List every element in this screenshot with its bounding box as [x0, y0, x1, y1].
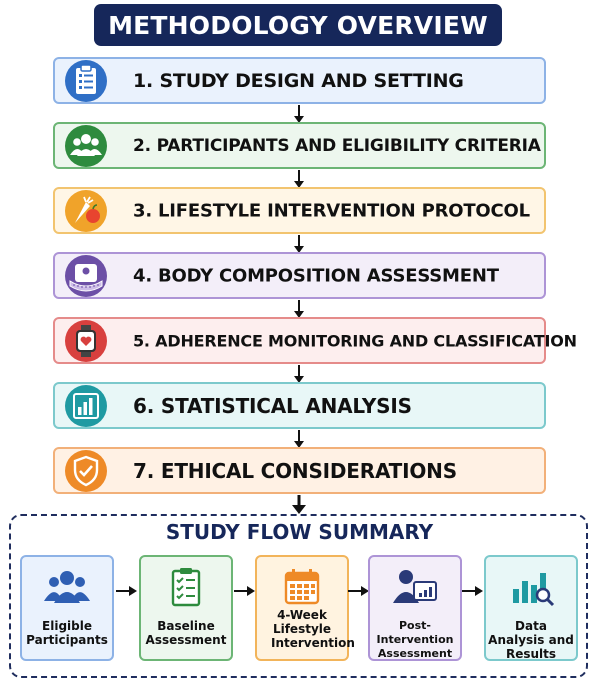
card-label: 4-Week Lifestyle Intervention [271, 608, 355, 650]
arrow-right-icon [462, 585, 484, 597]
scale-tape-icon [65, 255, 107, 297]
step-label: 3. LIFESTYLE INTERVENTION PROTOCOL [133, 200, 530, 221]
card-post-intervention [368, 555, 462, 661]
people-group-icon [22, 565, 112, 609]
step-label: 1. STUDY DESIGN AND SETTING [133, 69, 464, 92]
summary-title: STUDY FLOW SUMMARY [165, 520, 434, 544]
checklist-icon [141, 565, 231, 609]
bar-chart-icon [65, 385, 107, 427]
arrow-right-icon [348, 585, 370, 597]
page-title: METHODOLOGY OVERVIEW [94, 4, 502, 46]
step-body-composition [53, 252, 546, 299]
people-group-icon [65, 125, 107, 167]
step-label: 7. ETHICAL CONSIDERATIONS [133, 458, 457, 483]
card-lifestyle-intervention [255, 555, 355, 661]
shield-check-icon [65, 450, 107, 492]
step-lifestyle-intervention [53, 187, 546, 234]
step-study-design [53, 57, 546, 104]
step-label: 2. PARTICIPANTS AND ELIGIBILITY CRITERIA [133, 135, 541, 156]
clipboard-icon [65, 60, 107, 102]
step-label: 5. ADHERENCE MONITORING AND CLASSIFICATION [133, 331, 577, 350]
step-adherence-monitoring [53, 317, 577, 364]
card-label: Eligible Participants [26, 619, 108, 647]
step-ethical-considerations [53, 447, 546, 494]
card-baseline-assessment [139, 555, 233, 661]
step-label: 6. STATISTICAL ANALYSIS [133, 393, 412, 418]
calendar-icon [257, 565, 347, 609]
card-eligible-participants [20, 555, 114, 661]
arrow-right-icon [234, 585, 256, 597]
smartwatch-heart-icon [65, 320, 107, 362]
card-data-analysis [484, 555, 578, 661]
step-participants [53, 122, 546, 169]
arrow-right-icon [116, 585, 138, 597]
step-statistical-analysis [53, 382, 546, 429]
card-label: Post-Intervention Assessment [376, 619, 454, 660]
carrot-apple-icon [65, 190, 107, 232]
card-label: Data Analysis and Results [488, 619, 574, 661]
arrow-down-icon [291, 495, 307, 515]
person-chart-icon [370, 565, 460, 609]
card-label: Baseline Assessment [145, 619, 227, 647]
chart-magnifier-icon [486, 565, 576, 609]
step-label: 4. BODY COMPOSITION ASSESSMENT [133, 265, 499, 286]
